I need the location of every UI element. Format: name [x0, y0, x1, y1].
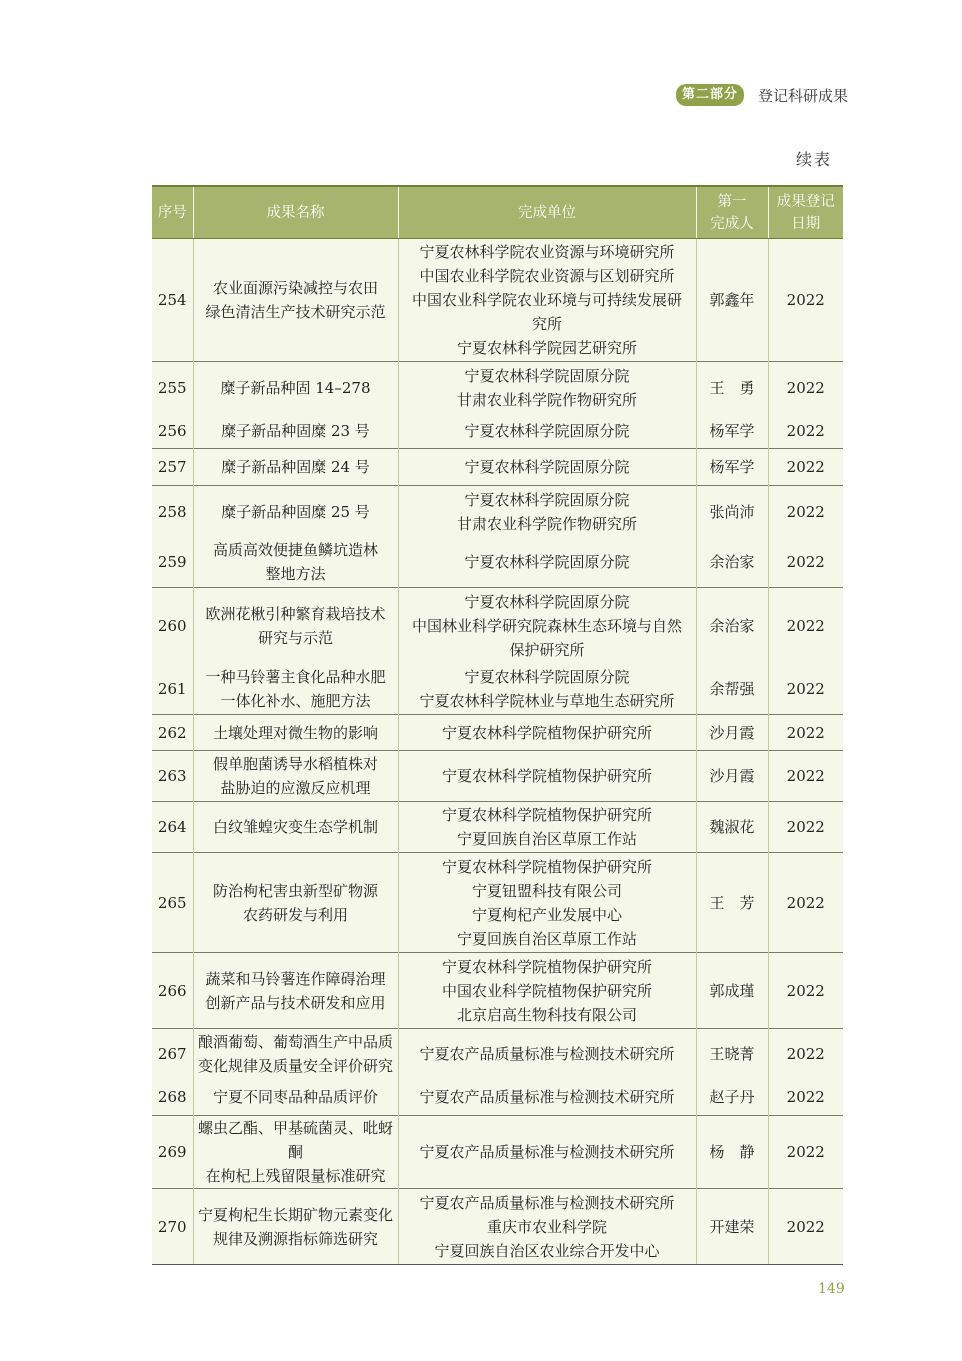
- cell-units: 宁夏农林科学院植物保护研究所: [398, 751, 696, 802]
- cell-number: 268: [152, 1080, 193, 1116]
- cell-number: 270: [152, 1189, 193, 1265]
- part-badge: 第二部分: [676, 84, 744, 106]
- cell-person: 余治家: [696, 538, 768, 588]
- cell-name: 螺虫乙酯、甲基硫菌灵、吡蚜酮 在枸杞上残留限量标准研究: [193, 1116, 398, 1189]
- col-header-units: 完成单位: [398, 186, 696, 239]
- cell-number: 258: [152, 486, 193, 538]
- continued-table-label: 续表: [796, 150, 833, 169]
- cell-year: 2022: [768, 802, 843, 853]
- results-table: [152, 185, 843, 1265]
- cell-year: 2022: [768, 449, 843, 486]
- col-header-person: 第一 完成人: [696, 186, 768, 239]
- col-header-name: 成果名称: [193, 186, 398, 239]
- cell-units: 宁夏农产品质量标准与检测技术研究所: [398, 1029, 696, 1080]
- cell-name: 糜子新品种固糜 24 号: [193, 449, 398, 486]
- table-row: [152, 664, 843, 715]
- section-title: 登记科研成果: [758, 86, 849, 105]
- cell-person: 开建荣: [696, 1189, 768, 1265]
- cell-person: 余帮强: [696, 664, 768, 715]
- cell-year: 2022: [768, 362, 843, 415]
- cell-number: 256: [152, 415, 193, 449]
- cell-number: 257: [152, 449, 193, 486]
- page-number: 149: [818, 1281, 845, 1297]
- table-row: [152, 486, 843, 538]
- cell-number: 265: [152, 853, 193, 953]
- cell-units: 宁夏农林科学院固原分院 甘肃农业科学院作物研究所: [398, 362, 696, 415]
- cell-units: 宁夏农林科学院固原分院 中国林业科学研究院森林生态环境与自然 保护研究所: [398, 588, 696, 664]
- cell-units: 宁夏农林科学院植物保护研究所 中国农业科学院植物保护研究所 北京启高生物科技有限公司: [398, 953, 696, 1029]
- cell-number: 267: [152, 1029, 193, 1080]
- cell-name: 糜子新品种固 14–278: [193, 362, 398, 415]
- cell-number: 260: [152, 588, 193, 664]
- col-header-number: 序号: [152, 186, 193, 239]
- cell-person: 王 勇: [696, 362, 768, 415]
- cell-units: 宁夏农林科学院固原分院: [398, 449, 696, 486]
- cell-name: 糜子新品种固糜 25 号: [193, 486, 398, 538]
- cell-name: 宁夏枸杞生长期矿物元素变化 规律及溯源指标筛选研究: [193, 1189, 398, 1265]
- cell-person: 张尚沛: [696, 486, 768, 538]
- cell-year: 2022: [768, 239, 843, 362]
- table-row: [152, 853, 843, 953]
- cell-units: 宁夏农林科学院植物保护研究所 宁夏回族自治区草原工作站: [398, 802, 696, 853]
- cell-name: 高质高效便捷鱼鳞坑造林 整地方法: [193, 538, 398, 588]
- cell-year: 2022: [768, 1029, 843, 1080]
- cell-number: 263: [152, 751, 193, 802]
- cell-units: 宁夏农林科学院农业资源与环境研究所 中国农业科学院农业资源与区划研究所 中国农业科学院农业环境与可持续发展研 究所 宁夏农林科学院园艺研究所: [398, 239, 696, 362]
- cell-year: 2022: [768, 853, 843, 953]
- cell-name: 土壤处理对微生物的影响: [193, 715, 398, 751]
- cell-number: 269: [152, 1116, 193, 1189]
- cell-person: 王晓菁: [696, 1029, 768, 1080]
- cell-person: 杨 静: [696, 1116, 768, 1189]
- cell-person: 郭成瑾: [696, 953, 768, 1029]
- cell-name: 假单胞菌诱导水稻植株对 盐胁迫的应激反应机理: [193, 751, 398, 802]
- cell-name: 蔬菜和马铃薯连作障碍治理 创新产品与技术研发和应用: [193, 953, 398, 1029]
- cell-number: 264: [152, 802, 193, 853]
- cell-name: 糜子新品种固糜 23 号: [193, 415, 398, 449]
- table-row: [152, 588, 843, 664]
- cell-name: 宁夏不同枣品种品质评价: [193, 1080, 398, 1116]
- page-header: [676, 84, 848, 106]
- table-row: [152, 1189, 843, 1265]
- cell-number: 255: [152, 362, 193, 415]
- cell-units: 宁夏农林科学院植物保护研究所 宁夏钮盟科技有限公司 宁夏枸杞产业发展中心 宁夏回族自治区草原工作站: [398, 853, 696, 953]
- cell-person: 沙月霞: [696, 751, 768, 802]
- cell-units: 宁夏农林科学院固原分院: [398, 538, 696, 588]
- cell-year: 2022: [768, 588, 843, 664]
- cell-units: 宁夏农产品质量标准与检测技术研究所: [398, 1116, 696, 1189]
- table-row: [152, 802, 843, 853]
- table-header-row: [152, 186, 843, 239]
- table-row: [152, 449, 843, 486]
- table-row: [152, 953, 843, 1029]
- col-header-date: 成果登记 日期: [768, 186, 843, 239]
- cell-name: 一种马铃薯主食化品种水肥 一体化补水、施肥方法: [193, 664, 398, 715]
- cell-person: 沙月霞: [696, 715, 768, 751]
- cell-person: 赵子丹: [696, 1080, 768, 1116]
- cell-number: 262: [152, 715, 193, 751]
- cell-year: 2022: [768, 486, 843, 538]
- cell-number: 266: [152, 953, 193, 1029]
- table-row: [152, 239, 843, 362]
- cell-year: 2022: [768, 751, 843, 802]
- cell-units: 宁夏农林科学院固原分院 宁夏农林科学院林业与草地生态研究所: [398, 664, 696, 715]
- cell-units: 宁夏农林科学院植物保护研究所: [398, 715, 696, 751]
- cell-name: 白纹雏蝗灾变生态学机制: [193, 802, 398, 853]
- cell-name: 酿酒葡萄、葡萄酒生产中品质 变化规律及质量安全评价研究: [193, 1029, 398, 1080]
- table-row: [152, 1116, 843, 1189]
- table-row: [152, 538, 843, 588]
- cell-year: 2022: [768, 415, 843, 449]
- cell-number: 259: [152, 538, 193, 588]
- cell-name: 防治枸杞害虫新型矿物源 农药研发与利用: [193, 853, 398, 953]
- cell-year: 2022: [768, 1080, 843, 1116]
- cell-year: 2022: [768, 953, 843, 1029]
- cell-name: 欧洲花楸引种繁育栽培技术 研究与示范: [193, 588, 398, 664]
- cell-year: 2022: [768, 1116, 843, 1189]
- cell-units: 宁夏农产品质量标准与检测技术研究所: [398, 1080, 696, 1116]
- cell-name: 农业面源污染减控与农田 绿色清洁生产技术研究示范: [193, 239, 398, 362]
- table-row: [152, 751, 843, 802]
- cell-year: 2022: [768, 715, 843, 751]
- cell-number: 261: [152, 664, 193, 715]
- cell-year: 2022: [768, 538, 843, 588]
- cell-person: 魏淑花: [696, 802, 768, 853]
- cell-year: 2022: [768, 1189, 843, 1265]
- table-row: [152, 1080, 843, 1116]
- cell-units: 宁夏农产品质量标准与检测技术研究所 重庆市农业科学院 宁夏回族自治区农业综合开发中心: [398, 1189, 696, 1265]
- table-row: [152, 1029, 843, 1080]
- cell-number: 254: [152, 239, 193, 362]
- cell-person: 余治家: [696, 588, 768, 664]
- cell-person: 王 芳: [696, 853, 768, 953]
- cell-units: 宁夏农林科学院固原分院 甘肃农业科学院作物研究所: [398, 486, 696, 538]
- cell-year: 2022: [768, 664, 843, 715]
- cell-person: 杨军学: [696, 449, 768, 486]
- cell-units: 宁夏农林科学院固原分院: [398, 415, 696, 449]
- cell-person: 郭鑫年: [696, 239, 768, 362]
- table-row: [152, 715, 843, 751]
- cell-person: 杨军学: [696, 415, 768, 449]
- table-row: [152, 415, 843, 449]
- table-row: [152, 362, 843, 415]
